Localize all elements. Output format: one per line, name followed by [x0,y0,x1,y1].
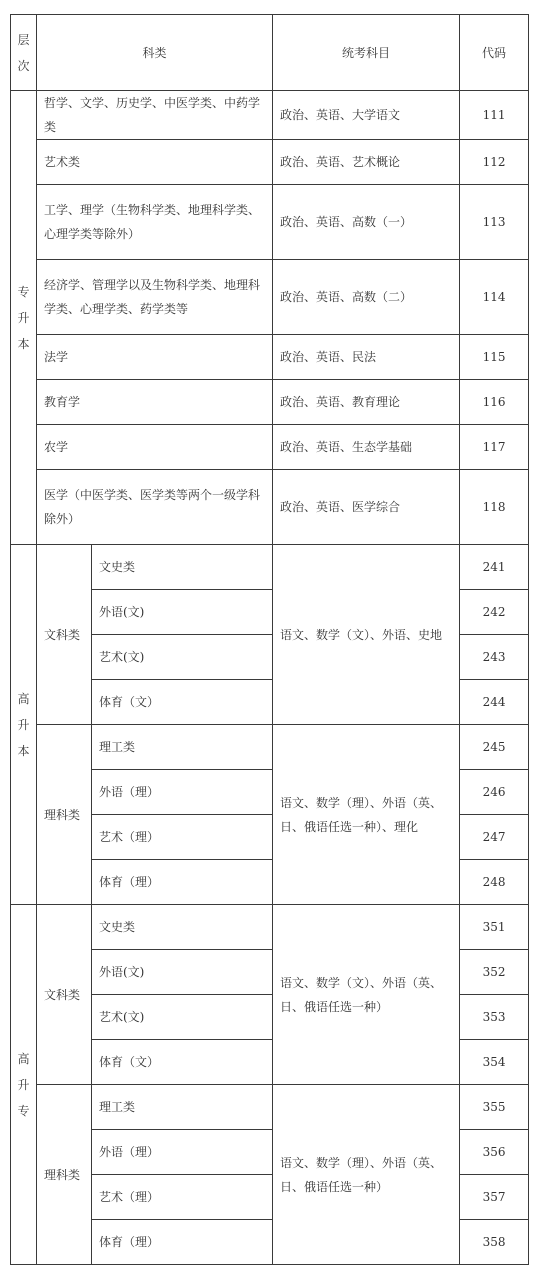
code-cell: 112 [460,140,529,185]
code-cell: 113 [460,185,529,260]
code-cell: 356 [460,1130,529,1175]
code-cell: 245 [460,725,529,770]
category-cell: 体育（理） [92,1220,273,1265]
category-cell: 艺术（理） [92,1175,273,1220]
table-row [11,725,529,770]
category-cell: 文史类 [92,905,273,950]
category-cell: 体育（理） [92,860,273,905]
code-cell: 247 [460,815,529,860]
table-row [11,185,529,260]
header-level: 层次 [11,15,37,91]
subjects-cell: 政治、英语、教育理论 [273,380,460,425]
table-row [11,905,529,950]
header-category: 科类 [37,15,273,91]
code-cell: 357 [460,1175,529,1220]
level-zhuanshengben: 专升本 [11,91,37,545]
category-cell: 医学（中医学类、医学类等两个一级学科除外） [37,470,273,545]
category-cell: 法学 [37,335,273,380]
subjects-cell: 政治、英语、民法 [273,335,460,380]
code-cell: 244 [460,680,529,725]
table-row [11,425,529,470]
category-cell: 艺术(文) [92,995,273,1040]
category-cell: 教育学 [37,380,273,425]
subjects-cell: 政治、英语、高数（一） [273,185,460,260]
category-cell: 体育（文） [92,680,273,725]
subjects-cell: 政治、英语、生态学基础 [273,425,460,470]
code-cell: 114 [460,260,529,335]
subjects-cell: 政治、英语、医学综合 [273,470,460,545]
category-cell: 艺术类 [37,140,273,185]
code-cell: 243 [460,635,529,680]
category-cell: 经济学、管理学以及生物科学类、地理科学类、心理学类、药学类等 [37,260,273,335]
table-row [11,380,529,425]
level-gaoshengzhuan: 高升专 [11,905,37,1265]
category-cell: 艺术(文) [92,635,273,680]
category-cell: 理工类 [92,1085,273,1130]
code-cell: 241 [460,545,529,590]
category-cell: 哲学、文学、历史学、中医学类、中药学类 [37,91,273,140]
subjects-cell: 语文、数学（文）、外语（英、日、俄语任选一种） [273,905,460,1085]
code-cell: 242 [460,590,529,635]
code-cell: 111 [460,91,529,140]
code-cell: 116 [460,380,529,425]
table-row [11,260,529,335]
code-cell: 118 [460,470,529,545]
table-row [11,545,529,590]
table-header-row [11,15,529,91]
header-code: 代码 [460,15,529,91]
code-cell: 117 [460,425,529,470]
category-cell: 农学 [37,425,273,470]
group-cell-wen: 文科类 [37,905,92,1085]
code-cell: 358 [460,1220,529,1265]
table-row [11,470,529,545]
group-cell-li: 理科类 [37,725,92,905]
code-cell: 354 [460,1040,529,1085]
table-row [11,91,529,140]
category-cell: 外语（理） [92,770,273,815]
table-row [11,335,529,380]
subjects-cell: 政治、英语、艺术概论 [273,140,460,185]
category-cell: 艺术（理） [92,815,273,860]
code-cell: 248 [460,860,529,905]
code-cell: 246 [460,770,529,815]
category-cell: 文史类 [92,545,273,590]
code-cell: 115 [460,335,529,380]
header-subjects: 统考科目 [273,15,460,91]
category-cell: 体育（文） [92,1040,273,1085]
subjects-cell: 政治、英语、大学语文 [273,91,460,140]
code-cell: 353 [460,995,529,1040]
subjects-cell: 政治、英语、高数（二） [273,260,460,335]
code-cell: 352 [460,950,529,995]
group-cell-li: 理科类 [37,1085,92,1265]
code-cell: 351 [460,905,529,950]
category-cell: 工学、理学（生物科学类、地理科学类、心理学类等除外） [37,185,273,260]
subjects-cell: 语文、数学（理）、外语（英、日、俄语任选一种） [273,1085,460,1265]
category-cell: 外语(文) [92,950,273,995]
code-cell: 355 [460,1085,529,1130]
category-cell: 外语(文) [92,590,273,635]
category-cell: 理工类 [92,725,273,770]
table-row [11,1085,529,1130]
group-cell-wen: 文科类 [37,545,92,725]
subjects-cell: 语文、数学（理）、外语（英、日、俄语任选一种）、理化 [273,725,460,905]
level-gaoshengben: 高升本 [11,545,37,905]
category-cell: 外语（理） [92,1130,273,1175]
table-row [11,140,529,185]
subjects-cell: 语文、数学（文）、外语、史地 [273,545,460,725]
exam-subject-table [10,14,529,1265]
